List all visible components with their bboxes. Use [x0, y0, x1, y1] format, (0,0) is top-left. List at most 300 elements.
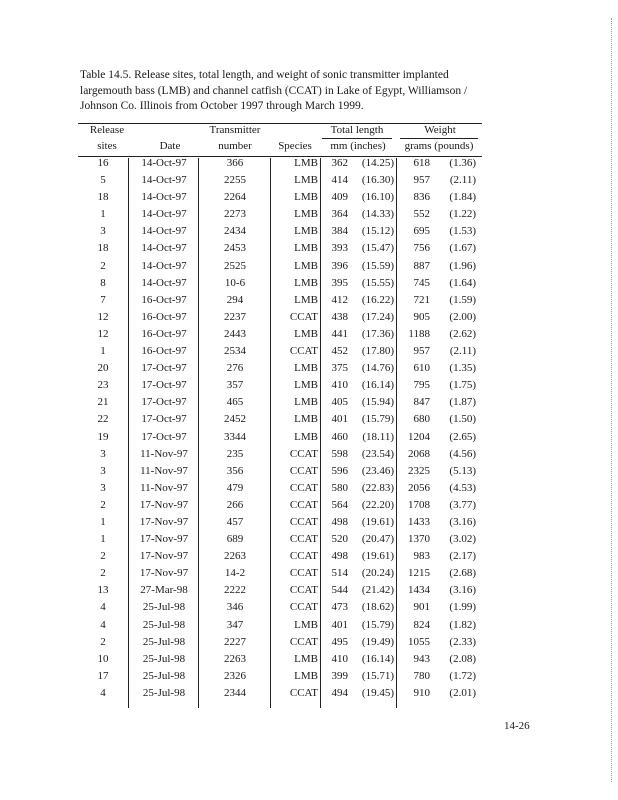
cell-species: LMB	[294, 669, 318, 682]
table-row	[78, 567, 488, 584]
cell-length-in: (20.24)	[361, 567, 394, 580]
page-number: 14-26	[504, 720, 530, 732]
cell-transmitter: 366	[226, 157, 244, 169]
table-row	[78, 328, 488, 345]
cell-weight-lb: (4.53)	[449, 481, 476, 494]
cell-length-in: (15.71)	[361, 669, 394, 682]
cell-date: 25-Jul-98	[142, 601, 186, 614]
cell-length-mm: 375	[331, 362, 348, 375]
header-length-units: mm (inches)	[330, 140, 386, 152]
table-row	[78, 413, 488, 430]
cell-length-in: (16.22)	[361, 293, 394, 306]
cell-weight-lb: (2.62)	[449, 327, 476, 340]
cell-transmitter: 276	[226, 362, 244, 375]
cell-species: LMB	[294, 362, 318, 375]
cell-site: 16	[97, 157, 109, 169]
cell-site: 2	[100, 635, 106, 648]
cell-site: 1	[100, 208, 106, 221]
cell-site: 1	[100, 345, 106, 358]
cell-weight-g: 610	[413, 362, 430, 375]
cell-length-in: (15.55)	[361, 276, 394, 289]
cell-weight-g: 1215	[408, 567, 430, 580]
header-date: Date	[159, 140, 181, 152]
cell-transmitter: 357	[226, 379, 244, 392]
cell-weight-lb: (1.82)	[449, 618, 476, 631]
cell-species: LMB	[294, 618, 318, 631]
cell-transmitter: 2443	[224, 327, 246, 340]
cell-weight-g: 905	[413, 310, 430, 323]
cell-length-in: (14.76)	[361, 362, 394, 375]
total-length-underline	[322, 138, 392, 139]
cell-length-in: (15.79)	[361, 618, 394, 631]
cell-weight-g: 901	[413, 601, 430, 614]
cell-site: 12	[97, 327, 109, 340]
cell-date: 17-Oct-97	[141, 362, 187, 375]
cell-weight-g: 756	[413, 242, 430, 255]
cell-date: 25-Jul-98	[142, 635, 186, 648]
cell-species: CCAT	[289, 533, 318, 546]
cell-weight-lb: (3.16)	[449, 584, 476, 597]
cell-length-mm: 544	[331, 584, 348, 597]
cell-transmitter: 457	[226, 515, 244, 528]
cell-length-mm: 596	[331, 464, 348, 477]
table-row	[78, 499, 488, 516]
cell-length-in: (17.80)	[361, 345, 394, 358]
cell-species: CCAT	[289, 635, 318, 648]
cell-weight-lb: (2.01)	[449, 686, 476, 699]
table-row	[78, 670, 488, 687]
cell-site: 3	[100, 464, 106, 477]
cell-length-in: (21.42)	[361, 584, 394, 597]
cell-length-mm: 396	[331, 259, 348, 272]
cell-species: CCAT	[289, 550, 318, 563]
cell-species: CCAT	[289, 601, 318, 614]
cell-site: 13	[97, 584, 109, 597]
cell-length-in: (19.61)	[361, 515, 394, 528]
cell-transmitter: 2525	[224, 259, 246, 272]
cell-species: LMB	[294, 652, 318, 665]
cell-weight-g: 1055	[408, 635, 430, 648]
cell-length-mm: 393	[331, 242, 348, 255]
table-body	[78, 157, 488, 704]
cell-weight-g: 780	[413, 669, 430, 682]
cell-species: LMB	[294, 225, 318, 238]
cell-length-in: (16.14)	[361, 652, 394, 665]
cell-transmitter: 2452	[224, 413, 246, 426]
table-row	[78, 636, 488, 653]
cell-date: 14-Oct-97	[141, 242, 187, 255]
table-row	[78, 516, 488, 533]
cell-transmitter: 3344	[224, 430, 246, 443]
cell-date: 25-Jul-98	[142, 618, 186, 631]
cell-weight-g: 983	[413, 550, 430, 563]
cell-date: 14-Oct-97	[141, 157, 187, 169]
cell-site: 22	[97, 413, 109, 426]
cell-site: 23	[97, 379, 109, 392]
page-edge-rule	[610, 18, 612, 782]
cell-weight-g: 2056	[408, 481, 430, 494]
cell-species: LMB	[294, 396, 318, 409]
cell-date: 16-Oct-97	[141, 310, 187, 323]
header-number: number	[218, 140, 252, 152]
cell-length-in: (23.46)	[361, 464, 394, 477]
cell-species: LMB	[294, 276, 318, 289]
cell-transmitter: 2434	[224, 225, 246, 238]
header-weight-units: grams (pounds)	[404, 140, 474, 152]
cell-length-in: (19.49)	[361, 635, 394, 648]
cell-site: 18	[97, 242, 109, 255]
cell-species: CCAT	[289, 515, 318, 528]
cell-site: 3	[100, 481, 106, 494]
cell-weight-g: 957	[413, 345, 430, 358]
cell-transmitter: 2326	[224, 669, 246, 682]
cell-transmitter: 465	[226, 396, 244, 409]
cell-weight-lb: (1.75)	[449, 379, 476, 392]
cell-length-mm: 362	[331, 157, 348, 169]
cell-length-mm: 395	[331, 276, 348, 289]
cell-transmitter: 2227	[224, 635, 246, 648]
table-row	[78, 465, 488, 482]
cell-length-in: (15.79)	[361, 413, 394, 426]
table-row	[78, 362, 488, 379]
table-row	[78, 260, 488, 277]
cell-length-mm: 564	[331, 498, 348, 511]
cell-site: 2	[100, 550, 106, 563]
cell-length-in: (23.54)	[361, 447, 394, 460]
cell-length-mm: 498	[331, 515, 348, 528]
cell-site: 17	[97, 669, 109, 682]
cell-transmitter: 2222	[224, 584, 246, 597]
cell-weight-lb: (1.64)	[449, 276, 476, 289]
cell-length-in: (18.11)	[362, 430, 394, 443]
cell-length-in: (18.62)	[361, 601, 394, 614]
cell-date: 16-Oct-97	[141, 327, 187, 340]
table-row	[78, 345, 488, 362]
cell-weight-g: 836	[413, 191, 430, 204]
cell-date: 11-Nov-97	[140, 447, 188, 460]
table-row	[78, 208, 488, 225]
cell-length-mm: 495	[331, 635, 348, 648]
cell-transmitter: 2534	[224, 345, 246, 358]
header-sites: sites	[97, 140, 117, 152]
cell-length-mm: 494	[331, 686, 348, 699]
cell-weight-lb: (2.68)	[449, 567, 476, 580]
cell-transmitter: 2264	[224, 191, 246, 204]
weight-underline	[400, 138, 478, 139]
cell-transmitter: 2255	[224, 174, 246, 187]
table-row	[78, 277, 488, 294]
cell-weight-lb: (2.00)	[449, 310, 476, 323]
cell-transmitter: 10-6	[224, 276, 246, 289]
cell-length-mm: 401	[331, 618, 348, 631]
cell-length-mm: 410	[331, 652, 348, 665]
cell-length-in: (15.94)	[361, 396, 394, 409]
cell-length-mm: 364	[331, 208, 348, 221]
cell-date: 14-Oct-97	[141, 208, 187, 221]
cell-weight-lb: (3.77)	[449, 498, 476, 511]
cell-weight-lb: (2.65)	[449, 430, 476, 443]
table-row	[78, 601, 488, 618]
cell-length-mm: 412	[331, 293, 348, 306]
cell-weight-g: 847	[413, 396, 430, 409]
cell-transmitter: 356	[226, 464, 244, 477]
cell-date: 11-Nov-97	[140, 481, 188, 494]
cell-length-in: (17.24)	[361, 310, 394, 323]
cell-species: CCAT	[289, 686, 318, 699]
table-row	[78, 431, 488, 448]
cell-length-in: (15.12)	[361, 225, 394, 238]
cell-species: LMB	[294, 327, 318, 340]
cell-species: LMB	[294, 191, 318, 204]
cell-length-in: (22.20)	[361, 498, 394, 511]
cell-weight-lb: (1.50)	[449, 413, 476, 426]
cell-weight-lb: (1.35)	[449, 362, 476, 375]
cell-date: 25-Jul-98	[142, 669, 186, 682]
cell-weight-lb: (1.99)	[449, 601, 476, 614]
table-row	[78, 448, 488, 465]
cell-species: CCAT	[289, 584, 318, 597]
cell-weight-lb: (2.17)	[449, 550, 476, 563]
cell-length-mm: 438	[331, 310, 348, 323]
cell-weight-lb: (1.59)	[449, 293, 476, 306]
cell-weight-lb: (1.84)	[449, 191, 476, 204]
table-row	[78, 157, 488, 174]
table-row	[78, 482, 488, 499]
cell-site: 1	[100, 533, 106, 546]
cell-date: 17-Oct-97	[141, 396, 187, 409]
cell-weight-g: 1204	[408, 430, 430, 443]
cell-length-mm: 460	[331, 430, 348, 443]
cell-weight-g: 824	[413, 618, 430, 631]
cell-length-in: (20.47)	[361, 533, 394, 546]
cell-weight-lb: (1.22)	[449, 208, 476, 221]
cell-species: LMB	[294, 430, 318, 443]
cell-site: 21	[97, 396, 109, 409]
cell-length-mm: 452	[331, 345, 348, 358]
cell-species: LMB	[294, 413, 318, 426]
cell-length-in: (17.36)	[361, 327, 394, 340]
cell-length-in: (16.30)	[361, 174, 394, 187]
cell-transmitter: 689	[226, 533, 244, 546]
cell-length-in: (15.59)	[361, 259, 394, 272]
cell-length-mm: 405	[331, 396, 348, 409]
cell-weight-lb: (5.13)	[449, 464, 476, 477]
cell-length-mm: 520	[331, 533, 348, 546]
header-total-length: Total length	[330, 124, 384, 136]
table-row	[78, 584, 488, 601]
cell-length-mm: 410	[331, 379, 348, 392]
cell-length-mm: 409	[331, 191, 348, 204]
cell-species: CCAT	[289, 567, 318, 580]
cell-site: 8	[100, 276, 106, 289]
cell-date: 14-Oct-97	[141, 191, 187, 204]
table-row	[78, 687, 488, 704]
cell-site: 4	[100, 686, 106, 699]
cell-transmitter: 2263	[224, 550, 246, 563]
cell-transmitter: 235	[226, 447, 244, 460]
cell-weight-lb: (1.87)	[449, 396, 476, 409]
cell-site: 10	[97, 652, 109, 665]
cell-length-mm: 473	[331, 601, 348, 614]
cell-date: 17-Oct-97	[141, 379, 187, 392]
cell-weight-g: 552	[413, 208, 430, 221]
cell-weight-g: 1370	[408, 533, 430, 546]
cell-length-mm: 598	[331, 447, 348, 460]
cell-weight-lb: (1.53)	[449, 225, 476, 238]
cell-site: 19	[97, 430, 109, 443]
cell-species: LMB	[294, 259, 318, 272]
cell-date: 17-Oct-97	[141, 430, 187, 443]
cell-length-in: (14.33)	[361, 208, 394, 221]
cell-weight-lb: (2.33)	[449, 635, 476, 648]
cell-transmitter: 294	[226, 293, 244, 306]
cell-species: CCAT	[289, 345, 318, 358]
cell-transmitter: 2344	[224, 686, 246, 699]
cell-weight-g: 2068	[408, 447, 430, 460]
cell-site: 18	[97, 191, 109, 204]
cell-date: 14-Oct-97	[141, 259, 187, 272]
cell-date: 16-Oct-97	[141, 345, 187, 358]
cell-weight-g: 910	[413, 686, 430, 699]
cell-species: CCAT	[289, 447, 318, 460]
cell-species: LMB	[294, 242, 318, 255]
cell-length-mm: 580	[331, 481, 348, 494]
header-transmitter: Transmitter	[209, 124, 261, 136]
cell-length-in: (22.83)	[361, 481, 394, 494]
cell-date: 14-Oct-97	[141, 174, 187, 187]
cell-weight-g: 1708	[408, 498, 430, 511]
cell-date: 17-Nov-97	[139, 533, 189, 546]
cell-species: LMB	[294, 174, 318, 187]
cell-length-mm: 514	[331, 567, 348, 580]
cell-site: 3	[100, 447, 106, 460]
cell-date: 11-Nov-97	[140, 464, 188, 477]
cell-date: 17-Nov-97	[139, 515, 189, 528]
table-caption: Table 14.5. Release sites, total length, and weight of sonic transmitter implanted largemouth bass (LMB) and channel catfish (CCAT) in Lake of Egypt, Williamson / Johnson Co. Illinois from October 1997 through March 1999.	[80, 69, 468, 112]
cell-weight-g: 1188	[408, 327, 430, 340]
cell-weight-g: 745	[413, 276, 430, 289]
cell-weight-g: 795	[413, 379, 430, 392]
cell-weight-g: 1433	[408, 515, 430, 528]
cell-site: 2	[100, 259, 106, 272]
cell-site: 4	[100, 601, 106, 614]
cell-species: CCAT	[289, 310, 318, 323]
table-row	[78, 225, 488, 242]
cell-length-mm: 441	[331, 327, 348, 340]
table-row	[78, 379, 488, 396]
cell-site: 2	[100, 498, 106, 511]
cell-weight-g: 1434	[408, 584, 430, 597]
cell-transmitter: 14-2	[224, 567, 246, 580]
cell-weight-lb: (1.67)	[449, 242, 476, 255]
table-row	[78, 653, 488, 670]
cell-weight-g: 2325	[408, 464, 430, 477]
cell-site: 1	[100, 515, 106, 528]
cell-weight-lb: (2.11)	[449, 345, 476, 358]
header-species: Species	[278, 140, 312, 152]
header-weight: Weight	[424, 124, 456, 136]
cell-weight-lb: (4.56)	[449, 447, 476, 460]
table-row	[78, 174, 488, 191]
cell-transmitter: 2453	[224, 242, 246, 255]
cell-site: 7	[100, 293, 106, 306]
cell-weight-lb: (3.02)	[449, 533, 476, 546]
cell-length-in: (16.14)	[361, 379, 394, 392]
cell-species: LMB	[294, 157, 318, 169]
cell-site: 12	[97, 310, 109, 323]
cell-species: LMB	[294, 379, 318, 392]
cell-weight-g: 680	[413, 413, 430, 426]
cell-length-in: (15.47)	[361, 242, 394, 255]
cell-transmitter: 2237	[224, 310, 246, 323]
cell-weight-g: 887	[413, 259, 430, 272]
cell-site: 2	[100, 567, 106, 580]
cell-weight-g: 618	[413, 157, 430, 169]
cell-transmitter: 346	[226, 601, 244, 614]
cell-date: 17-Nov-97	[139, 550, 189, 563]
cell-site: 5	[100, 174, 106, 187]
table-row	[78, 191, 488, 208]
cell-site: 3	[100, 225, 106, 238]
cell-date: 14-Oct-97	[141, 225, 187, 238]
cell-weight-g: 957	[413, 174, 430, 187]
cell-weight-lb: (1.96)	[449, 259, 476, 272]
cell-length-mm: 498	[331, 550, 348, 563]
cell-weight-g: 943	[413, 652, 430, 665]
cell-length-in: (19.61)	[361, 550, 394, 563]
table-row	[78, 396, 488, 413]
cell-length-mm: 384	[331, 225, 348, 238]
cell-date: 17-Nov-97	[139, 498, 189, 511]
table-row	[78, 311, 488, 328]
cell-date: 14-Oct-97	[141, 276, 187, 289]
cell-species: CCAT	[289, 498, 318, 511]
cell-weight-lb: (2.11)	[449, 174, 476, 187]
table-row	[78, 533, 488, 550]
cell-weight-lb: (1.72)	[449, 669, 476, 682]
cell-length-in: (19.45)	[361, 686, 394, 699]
cell-species: LMB	[294, 293, 318, 306]
cell-species: CCAT	[289, 481, 318, 494]
header-release: Release	[89, 124, 125, 136]
cell-date: 25-Jul-98	[142, 686, 186, 699]
table-row	[78, 619, 488, 636]
cell-date: 17-Nov-97	[139, 567, 189, 580]
table-row	[78, 294, 488, 311]
cell-species: LMB	[294, 208, 318, 221]
cell-date: 27-Mar-98	[140, 584, 188, 597]
cell-date: 16-Oct-97	[141, 293, 187, 306]
cell-weight-lb: (1.36)	[449, 157, 476, 169]
cell-site: 4	[100, 618, 106, 631]
table-row	[78, 242, 488, 259]
cell-transmitter: 266	[226, 498, 244, 511]
cell-date: 25-Jul-98	[142, 652, 186, 665]
cell-length-mm: 414	[331, 174, 348, 187]
table-row	[78, 550, 488, 567]
cell-length-mm: 401	[331, 413, 348, 426]
cell-length-mm: 399	[331, 669, 348, 682]
cell-date: 17-Oct-97	[141, 413, 187, 426]
cell-transmitter: 2273	[224, 208, 246, 221]
cell-weight-lb: (2.08)	[449, 652, 476, 665]
cell-transmitter: 479	[226, 481, 244, 494]
cell-transmitter: 2263	[224, 652, 246, 665]
cell-weight-lb: (3.16)	[449, 515, 476, 528]
cell-length-in: (16.10)	[361, 191, 394, 204]
cell-species: CCAT	[289, 464, 318, 477]
cell-weight-g: 695	[413, 225, 430, 238]
